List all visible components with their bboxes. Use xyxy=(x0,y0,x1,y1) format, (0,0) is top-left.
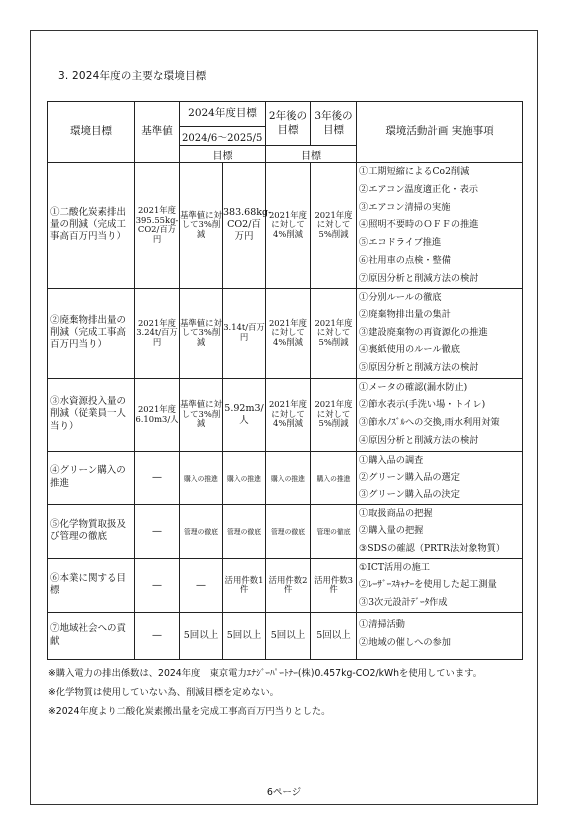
plan-item: ②ﾚｰｻﾞｰｽｷｬﾅｰを使用した起工測量 xyxy=(359,579,497,591)
note-line: ※購入電力の排出係数は、2024年度 東京電力ｴﾅｼﾞｰﾊﾟｰﾄﾅｰ(株)0.457kg-CO2/kWhを使用しています。 xyxy=(48,668,482,679)
plan-item: ③SDSの確認（PRTR法対象物質） xyxy=(359,542,506,554)
table-row xyxy=(48,378,523,451)
after2-cell: 購入の推進 xyxy=(266,451,311,504)
plan-item: ③節水ﾉｽﾞﾙへの交換,雨水利用対策 xyxy=(359,417,500,429)
base-cell: — xyxy=(135,451,180,504)
after3-cell: 活用件数3件 xyxy=(311,558,357,612)
table-row xyxy=(48,558,523,612)
after3-cell: 5回以上 xyxy=(311,612,357,659)
goal-cell: ④グリーン購入の推進 xyxy=(48,451,135,504)
plan-cell xyxy=(357,288,523,378)
plan-item: ③グリーン購入品の決定 xyxy=(359,489,460,501)
goal-cell: ③水資源投入量の削減（従業員一人当り） xyxy=(48,378,135,451)
table-row xyxy=(48,163,523,289)
target-value-cell: 383.68kg-CO2/百万円 xyxy=(223,163,266,289)
base-cell: — xyxy=(135,504,180,558)
header-target-label: 目標 xyxy=(266,146,357,163)
header-after3: 3年後の目標 xyxy=(311,102,357,146)
plan-item: ①ICT活用の施工 xyxy=(359,561,430,573)
after2-cell: 2021年度に対して4%削減 xyxy=(266,288,311,378)
target-cell: 購入の推進 xyxy=(180,451,223,504)
note-line: ※2024年度より二酸化炭素搬出量を完成工事高百万円当りとした。 xyxy=(48,706,331,717)
target-value-cell: 5回以上 xyxy=(223,612,266,659)
goal-cell: ⑥本業に関する目標 xyxy=(48,558,135,612)
base-cell: 2021年度3.24t/百万円 xyxy=(135,288,180,378)
after3-cell: 2021年度に対して5%削減 xyxy=(311,378,357,451)
plan-item: ①取扱商品の把握 xyxy=(359,507,433,519)
plan-cell xyxy=(357,612,523,659)
header-goal: 環境目標 xyxy=(48,102,135,163)
plan-item: ④原因分析と削減方法の検討 xyxy=(359,434,479,446)
target-value-cell: 管理の徹底 xyxy=(223,504,266,558)
plan-item: ②地域の催しへの参加 xyxy=(359,636,451,648)
plan-item: ④照明不要時のＯＦＦの推進 xyxy=(359,219,479,231)
header-after2: 2年後の目標 xyxy=(266,102,311,146)
environmental-goals-table xyxy=(47,101,523,660)
after2-cell: 活用件数2件 xyxy=(266,558,311,612)
plan-item: ②節水表示(手洗い場・トイレ) xyxy=(359,399,486,411)
header-base: 基準値 xyxy=(135,102,180,163)
table-row xyxy=(48,504,523,558)
plan-item: ①メータの確認(漏水防止) xyxy=(359,381,468,393)
plan-item: ④裏紙使用のルール徹底 xyxy=(359,344,460,356)
plan-item: ①清掃活動 xyxy=(359,618,405,630)
base-cell: 2021年度395.55kg-CO2/百万円 xyxy=(135,163,180,289)
base-cell: — xyxy=(135,612,180,659)
target-cell: 基準値に対して3%削減 xyxy=(180,163,223,289)
after3-cell: 管理の徹底 xyxy=(311,504,357,558)
plan-item: ⑥社用車の点検・整備 xyxy=(359,254,451,266)
goal-cell: ②廃棄物排出量の削減（完成工事高百万円当り） xyxy=(48,288,135,378)
plan-item: ②廃棄物排出量の集計 xyxy=(359,309,451,321)
plan-cell xyxy=(357,378,523,451)
target-cell: 基準値に対して3%削減 xyxy=(180,288,223,378)
header-target-fy: 2024年度目標 xyxy=(180,102,266,127)
plan-item: ⑦原因分析と削減方法の検討 xyxy=(359,272,479,284)
table-row xyxy=(48,451,523,504)
header-plan: 環境活動計画 実施事項 xyxy=(357,102,523,163)
plan-item: ③建設廃棄物の再資源化の推進 xyxy=(359,326,488,338)
target-cell: 管理の徹底 xyxy=(180,504,223,558)
plan-item: ②グリーン購入品の選定 xyxy=(359,471,460,483)
after2-cell: 管理の徹底 xyxy=(266,504,311,558)
goal-cell: ①二酸化炭素排出量の削減（完成工事高百万円当り） xyxy=(48,163,135,289)
header-target-label: 目標 xyxy=(180,146,266,163)
plan-item: ①工期短縮によるCo2削減 xyxy=(359,166,470,177)
plan-item: ①分別ルールの徹底 xyxy=(359,291,442,303)
base-cell: — xyxy=(135,558,180,612)
table-row xyxy=(48,288,523,378)
after3-cell: 購入の推進 xyxy=(311,451,357,504)
target-cell: — xyxy=(180,558,223,612)
page-number: 6ページ xyxy=(266,787,302,798)
after3-cell: 2021年度に対して5%削減 xyxy=(311,288,357,378)
target-value-cell: 3.14t/百万円 xyxy=(223,288,266,378)
plan-item: ③エアコン清掃の実施 xyxy=(359,201,451,213)
target-value-cell: 購入の推進 xyxy=(223,451,266,504)
plan-cell xyxy=(357,451,523,504)
after2-cell: 5回以上 xyxy=(266,612,311,659)
header-period: 2024/6～2025/5 xyxy=(180,127,266,146)
after2-cell: 2021年度に対して4%削減 xyxy=(266,378,311,451)
plan-item: ①購入品の調査 xyxy=(359,454,424,466)
plan-item: ⑤原因分析と削減方法の検討 xyxy=(359,361,479,373)
goal-cell: ⑤化学物質取扱及び管理の徹底 xyxy=(48,504,135,558)
after3-cell: 2021年度に対して5%削減 xyxy=(311,163,357,289)
plan-item: ②購入量の把握 xyxy=(359,525,424,537)
section-heading: 3. 2024年度の主要な環境目標 xyxy=(58,70,207,82)
plan-item: ③3次元設計ﾃﾞｰﾀ作成 xyxy=(359,596,448,608)
note-line: ※化学物質は使用していない為、削減目標を定めない。 xyxy=(48,687,279,698)
plan-cell xyxy=(357,558,523,612)
plan-item: ②エアコン温度適正化・表示 xyxy=(359,183,478,195)
base-cell: 2021年度6.10m3/人 xyxy=(135,378,180,451)
target-value-cell: 5.92m3/人 xyxy=(223,378,266,451)
table-row xyxy=(48,612,523,659)
target-cell: 基準値に対して3%削減 xyxy=(180,378,223,451)
plan-item: ⑤エコドライブ推進 xyxy=(359,237,442,249)
plan-cell xyxy=(357,504,523,558)
plan-cell xyxy=(357,163,523,289)
goal-cell: ⑦地域社会への貢献 xyxy=(48,612,135,659)
after2-cell: 2021年度に対して4%削減 xyxy=(266,163,311,289)
target-value-cell: 活用件数1件 xyxy=(223,558,266,612)
target-cell: 5回以上 xyxy=(180,612,223,659)
notes xyxy=(48,664,482,721)
